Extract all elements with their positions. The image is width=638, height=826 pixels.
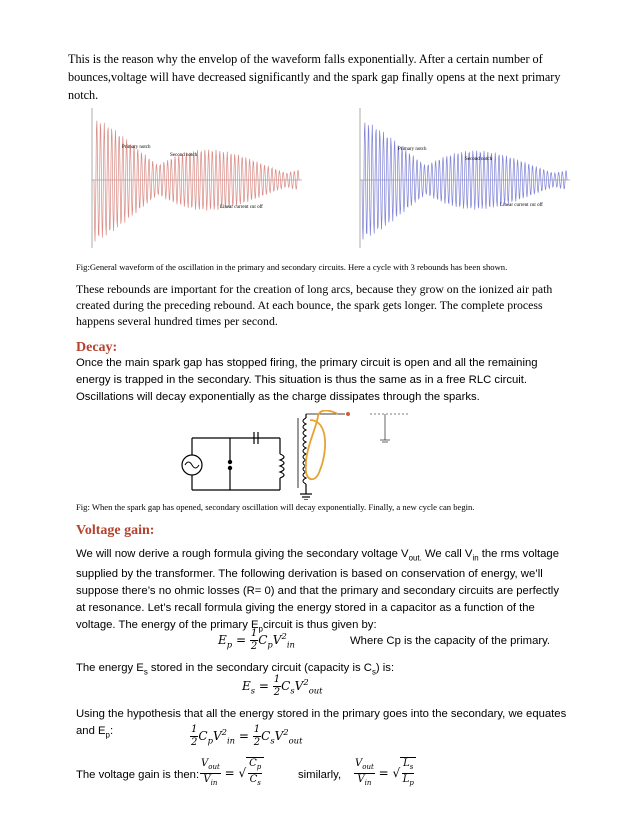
current-cutoff-label-2: Linear current cut off (500, 203, 543, 208)
voltage-gain-paragraph-2: The energy $E_s$ stored in the secondary circuit (capacity is $C_s$) is: (76, 662, 395, 677)
equation-gain-inductance: $\frac{V_{out}}{V_{in}}$ = √ $\frac{L_s}{L_p}$ (354, 757, 416, 789)
primary-notch-label: Primary notch (122, 145, 151, 150)
secondary-waveform-trace (362, 123, 567, 240)
figure1-caption: Fig:General waveform of the oscillation in the primary and secondary circuits. Here a cycle with 3 rebounds has been shown. (76, 262, 508, 272)
primary-waveform-trace (94, 121, 299, 242)
second-notch-label-2: Second notch (465, 157, 493, 162)
equation-gain-capacitance: $\frac{V_{out}}{V_{in}}$ = √ $\frac{C_p}{C_s}$ (200, 757, 264, 789)
voltage-gain-heading: Voltage gain: (76, 523, 155, 538)
primary-waveform-chart (92, 108, 302, 248)
voltage-gain-paragraph-1: We will now derive a rough formula giving the secondary voltage $V_{out.}$ We call $V_{in}$ the rms voltage supplied by the transformer. The following derivation is based on conservation of energy, we’ll suppose there’s no ohmic losses (R= 0) and that the primary and secondary circuits are perfectly at resonance. Let’s recall formula giving the energy stored in a capacitor as a function of the voltage. The energy of the primary $E_pcircuit$ is thus given by: (76, 548, 559, 634)
decay-figure-caption: Fig: When the spark gap has opened, secondary oscillation will decay exponentially. Finally, a new cycle can begin. (76, 502, 475, 512)
equation-primary-energy: $E_p$ = $\frac{1}{2}$ $C_pV^2_{in}$ (218, 628, 295, 652)
second-notch-label: Second notch (170, 153, 198, 158)
similarly-text: similarly, (298, 769, 342, 781)
voltage-gain-paragraph-3: Using the hypothesis that all the energy stored in the primary goes into the secondary, we equates and $E_p$: (76, 708, 567, 740)
rebounds-paragraph: These rebounds are important for the creation of long arcs, because they grow on the ionized air path created during the preceding rebound. At each bounce, the spark gets longer. The complete process happens several hundred times per second. (76, 282, 553, 328)
current-cutoff-label: Linear current cut off (220, 205, 263, 210)
decay-paragraph: Once the main spark gap has stopped firing, the primary circuit is open and all the remaining energy is trapped in the secondary. This situation is thus the same as in a free RLC circuit. Oscillations will decay exponentially as the charge dissipates through the sparks. (76, 357, 538, 403)
intro-paragraph: This is the reason why the envelop of the waveform falls exponentially. After a certain number of bounces,voltage will have decreased significantly and the spark gap finally opens at the next primary notch. (68, 52, 561, 102)
where-cp-text: Where Cp is the capacity of the primary. (350, 635, 551, 647)
waveform-figure (70, 108, 575, 258)
secondary-waveform-chart (360, 108, 570, 248)
equation-secondary-energy: $E_s$ = $\frac{1}{2}$ $C_sV^2_{out}$ (242, 674, 323, 698)
circuit-diagram (170, 410, 430, 500)
decay-heading: Decay: (76, 340, 118, 355)
decay-current-loop (306, 411, 338, 480)
voltage-gain-then-text: The voltage gain is then: (76, 769, 200, 781)
primary-notch-label-2: Primary notch (398, 147, 427, 152)
equation-energy-conservation: $\frac{1}{2}$ $C_pV^2_{in}$ = $\frac{1}{2}$ $C_sV^2_{out}$ (191, 724, 303, 748)
spark-icon (346, 412, 350, 416)
